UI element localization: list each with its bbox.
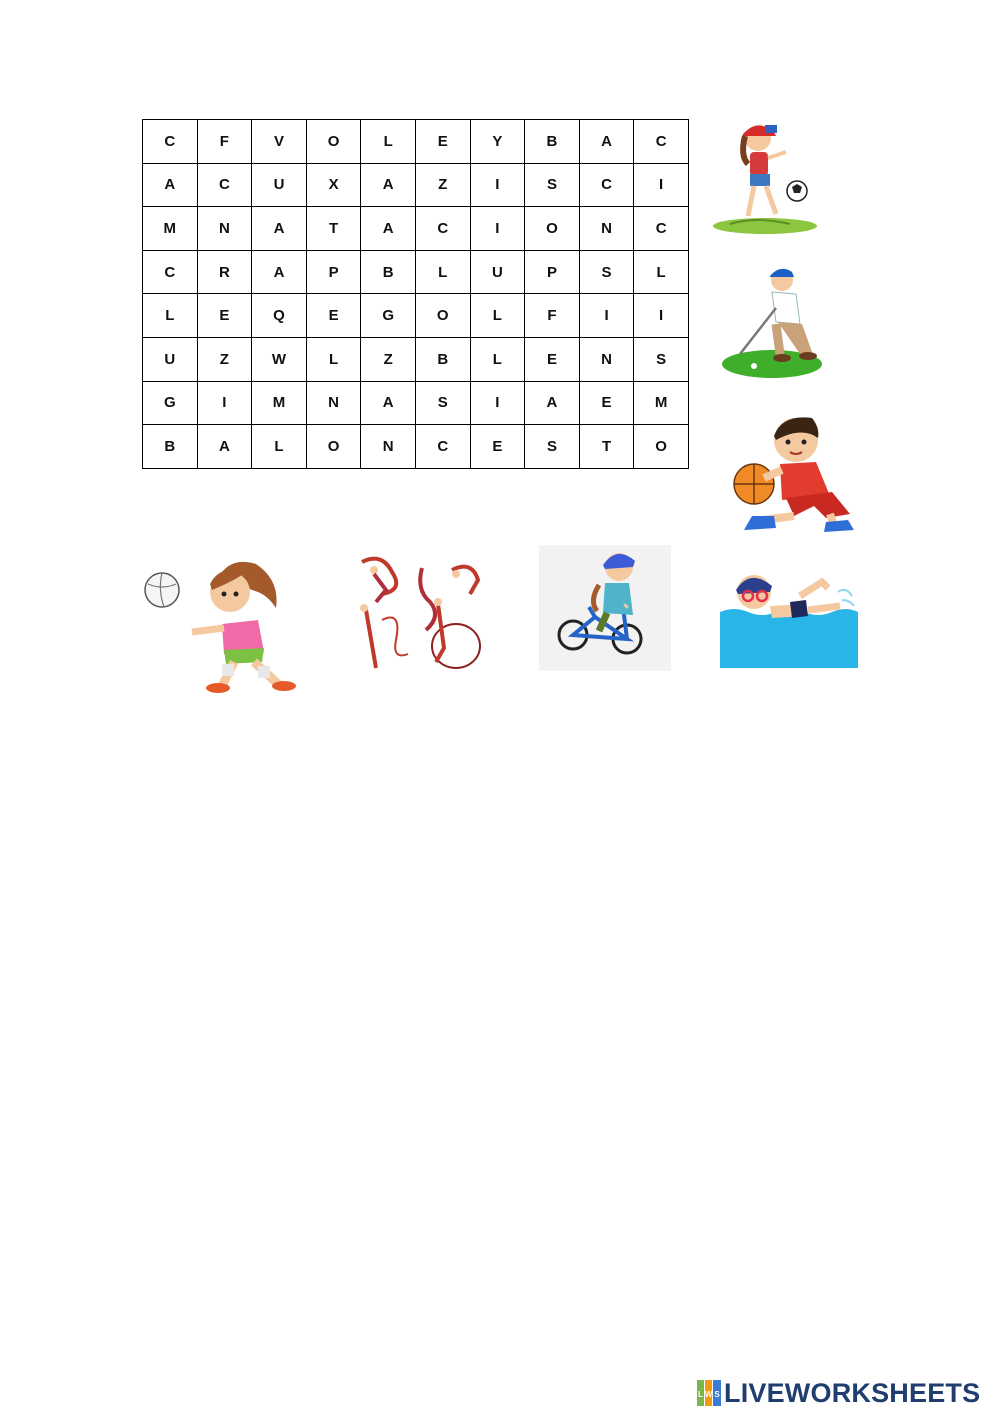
grid-cell[interactable]: Z — [415, 163, 470, 207]
grid-row — [143, 250, 689, 294]
grid-cell[interactable]: E — [579, 381, 634, 425]
logo-text: LIVEWORKSHEETS — [724, 1377, 981, 1408]
grid-cell[interactable]: I — [470, 207, 525, 251]
grid-cell[interactable]: S — [525, 163, 580, 207]
grid-cell[interactable]: E — [197, 294, 252, 338]
grid-cell[interactable]: M — [143, 207, 198, 251]
grid-cell[interactable]: C — [415, 425, 470, 469]
grid-cell[interactable]: A — [361, 163, 416, 207]
grid-cell[interactable]: M — [252, 381, 307, 425]
liveworksheets-logo-icon — [697, 1380, 721, 1406]
grid-cell[interactable]: C — [415, 207, 470, 251]
grid-cell[interactable]: T — [306, 207, 361, 251]
grid-cell[interactable]: S — [579, 250, 634, 294]
grid-cell[interactable]: C — [579, 163, 634, 207]
grid-cell[interactable]: T — [579, 425, 634, 469]
grid-row — [143, 163, 689, 207]
grid-cell[interactable]: C — [143, 250, 198, 294]
grid-cell[interactable]: F — [525, 294, 580, 338]
grid-cell[interactable]: I — [470, 381, 525, 425]
grid-cell[interactable]: S — [415, 381, 470, 425]
grid-cell[interactable]: E — [306, 294, 361, 338]
grid-cell[interactable]: A — [252, 207, 307, 251]
grid-cell[interactable]: E — [470, 425, 525, 469]
grid-cell[interactable]: N — [306, 381, 361, 425]
grid-cell[interactable]: O — [634, 425, 689, 469]
golf-boy-icon — [720, 262, 826, 382]
swimming-boy-icon — [720, 566, 858, 668]
rhythmic-gymnastics-icon — [352, 550, 492, 675]
grid-cell[interactable]: A — [525, 381, 580, 425]
grid-cell[interactable]: Y — [470, 120, 525, 164]
grid-cell[interactable]: L — [470, 337, 525, 381]
grid-cell[interactable]: A — [143, 163, 198, 207]
grid-row — [143, 294, 689, 338]
grid-cell[interactable]: I — [634, 294, 689, 338]
grid-cell[interactable]: I — [197, 381, 252, 425]
grid-cell[interactable]: B — [143, 425, 198, 469]
grid-cell[interactable]: N — [197, 207, 252, 251]
grid-cell[interactable]: P — [306, 250, 361, 294]
grid-cell[interactable]: L — [634, 250, 689, 294]
grid-row — [143, 337, 689, 381]
soccer-girl-icon — [710, 116, 825, 236]
grid-row — [143, 207, 689, 251]
volleyball-girl-icon — [140, 550, 300, 695]
basketball-boy-icon — [722, 412, 858, 540]
grid-cell[interactable]: Q — [252, 294, 307, 338]
grid-cell[interactable]: I — [634, 163, 689, 207]
grid-cell[interactable]: W — [252, 337, 307, 381]
grid-cell[interactable]: S — [525, 425, 580, 469]
grid-cell[interactable]: C — [197, 163, 252, 207]
grid-cell[interactable]: L — [470, 294, 525, 338]
grid-cell[interactable]: O — [306, 425, 361, 469]
grid-cell[interactable]: L — [252, 425, 307, 469]
grid-cell[interactable]: N — [361, 425, 416, 469]
grid-cell[interactable]: A — [252, 250, 307, 294]
grid-cell[interactable]: U — [143, 337, 198, 381]
grid-cell[interactable]: G — [361, 294, 416, 338]
grid-row — [143, 425, 689, 469]
grid-cell[interactable]: E — [525, 337, 580, 381]
grid-cell[interactable]: A — [579, 120, 634, 164]
cycling-kid-icon — [539, 545, 671, 671]
grid-cell[interactable]: I — [470, 163, 525, 207]
grid-cell[interactable]: L — [361, 120, 416, 164]
grid-cell[interactable]: C — [143, 120, 198, 164]
grid-cell[interactable]: Z — [197, 337, 252, 381]
grid-cell[interactable]: O — [306, 120, 361, 164]
grid-cell[interactable]: B — [361, 250, 416, 294]
grid-row — [143, 381, 689, 425]
word-search-grid — [142, 119, 689, 469]
grid-cell[interactable]: L — [415, 250, 470, 294]
grid-cell[interactable]: C — [634, 120, 689, 164]
grid-cell[interactable]: U — [470, 250, 525, 294]
grid-cell[interactable]: N — [579, 207, 634, 251]
grid-cell[interactable]: X — [306, 163, 361, 207]
liveworksheets-logo — [697, 1377, 980, 1409]
grid-cell[interactable]: E — [415, 120, 470, 164]
grid-cell[interactable]: N — [579, 337, 634, 381]
grid-cell[interactable]: O — [525, 207, 580, 251]
grid-cell[interactable]: L — [306, 337, 361, 381]
grid-cell[interactable]: V — [252, 120, 307, 164]
grid-cell[interactable]: L — [143, 294, 198, 338]
logo-letter-l: L — [698, 1390, 703, 1399]
grid-cell[interactable]: A — [361, 207, 416, 251]
grid-cell[interactable]: O — [415, 294, 470, 338]
grid-row — [143, 120, 689, 164]
grid-cell[interactable]: M — [634, 381, 689, 425]
grid-cell[interactable]: B — [525, 120, 580, 164]
grid-cell[interactable]: U — [252, 163, 307, 207]
grid-cell[interactable]: A — [197, 425, 252, 469]
logo-letter-s: S — [714, 1390, 720, 1399]
grid-cell[interactable]: I — [579, 294, 634, 338]
grid-cell[interactable]: Z — [361, 337, 416, 381]
grid-cell[interactable]: S — [634, 337, 689, 381]
grid-cell[interactable]: C — [634, 207, 689, 251]
grid-cell[interactable]: A — [361, 381, 416, 425]
grid-cell[interactable]: F — [197, 120, 252, 164]
grid-cell[interactable]: R — [197, 250, 252, 294]
grid-cell[interactable]: P — [525, 250, 580, 294]
logo-letter-w: W — [704, 1390, 713, 1399]
grid-cell[interactable]: G — [143, 381, 198, 425]
grid-cell[interactable]: B — [415, 337, 470, 381]
